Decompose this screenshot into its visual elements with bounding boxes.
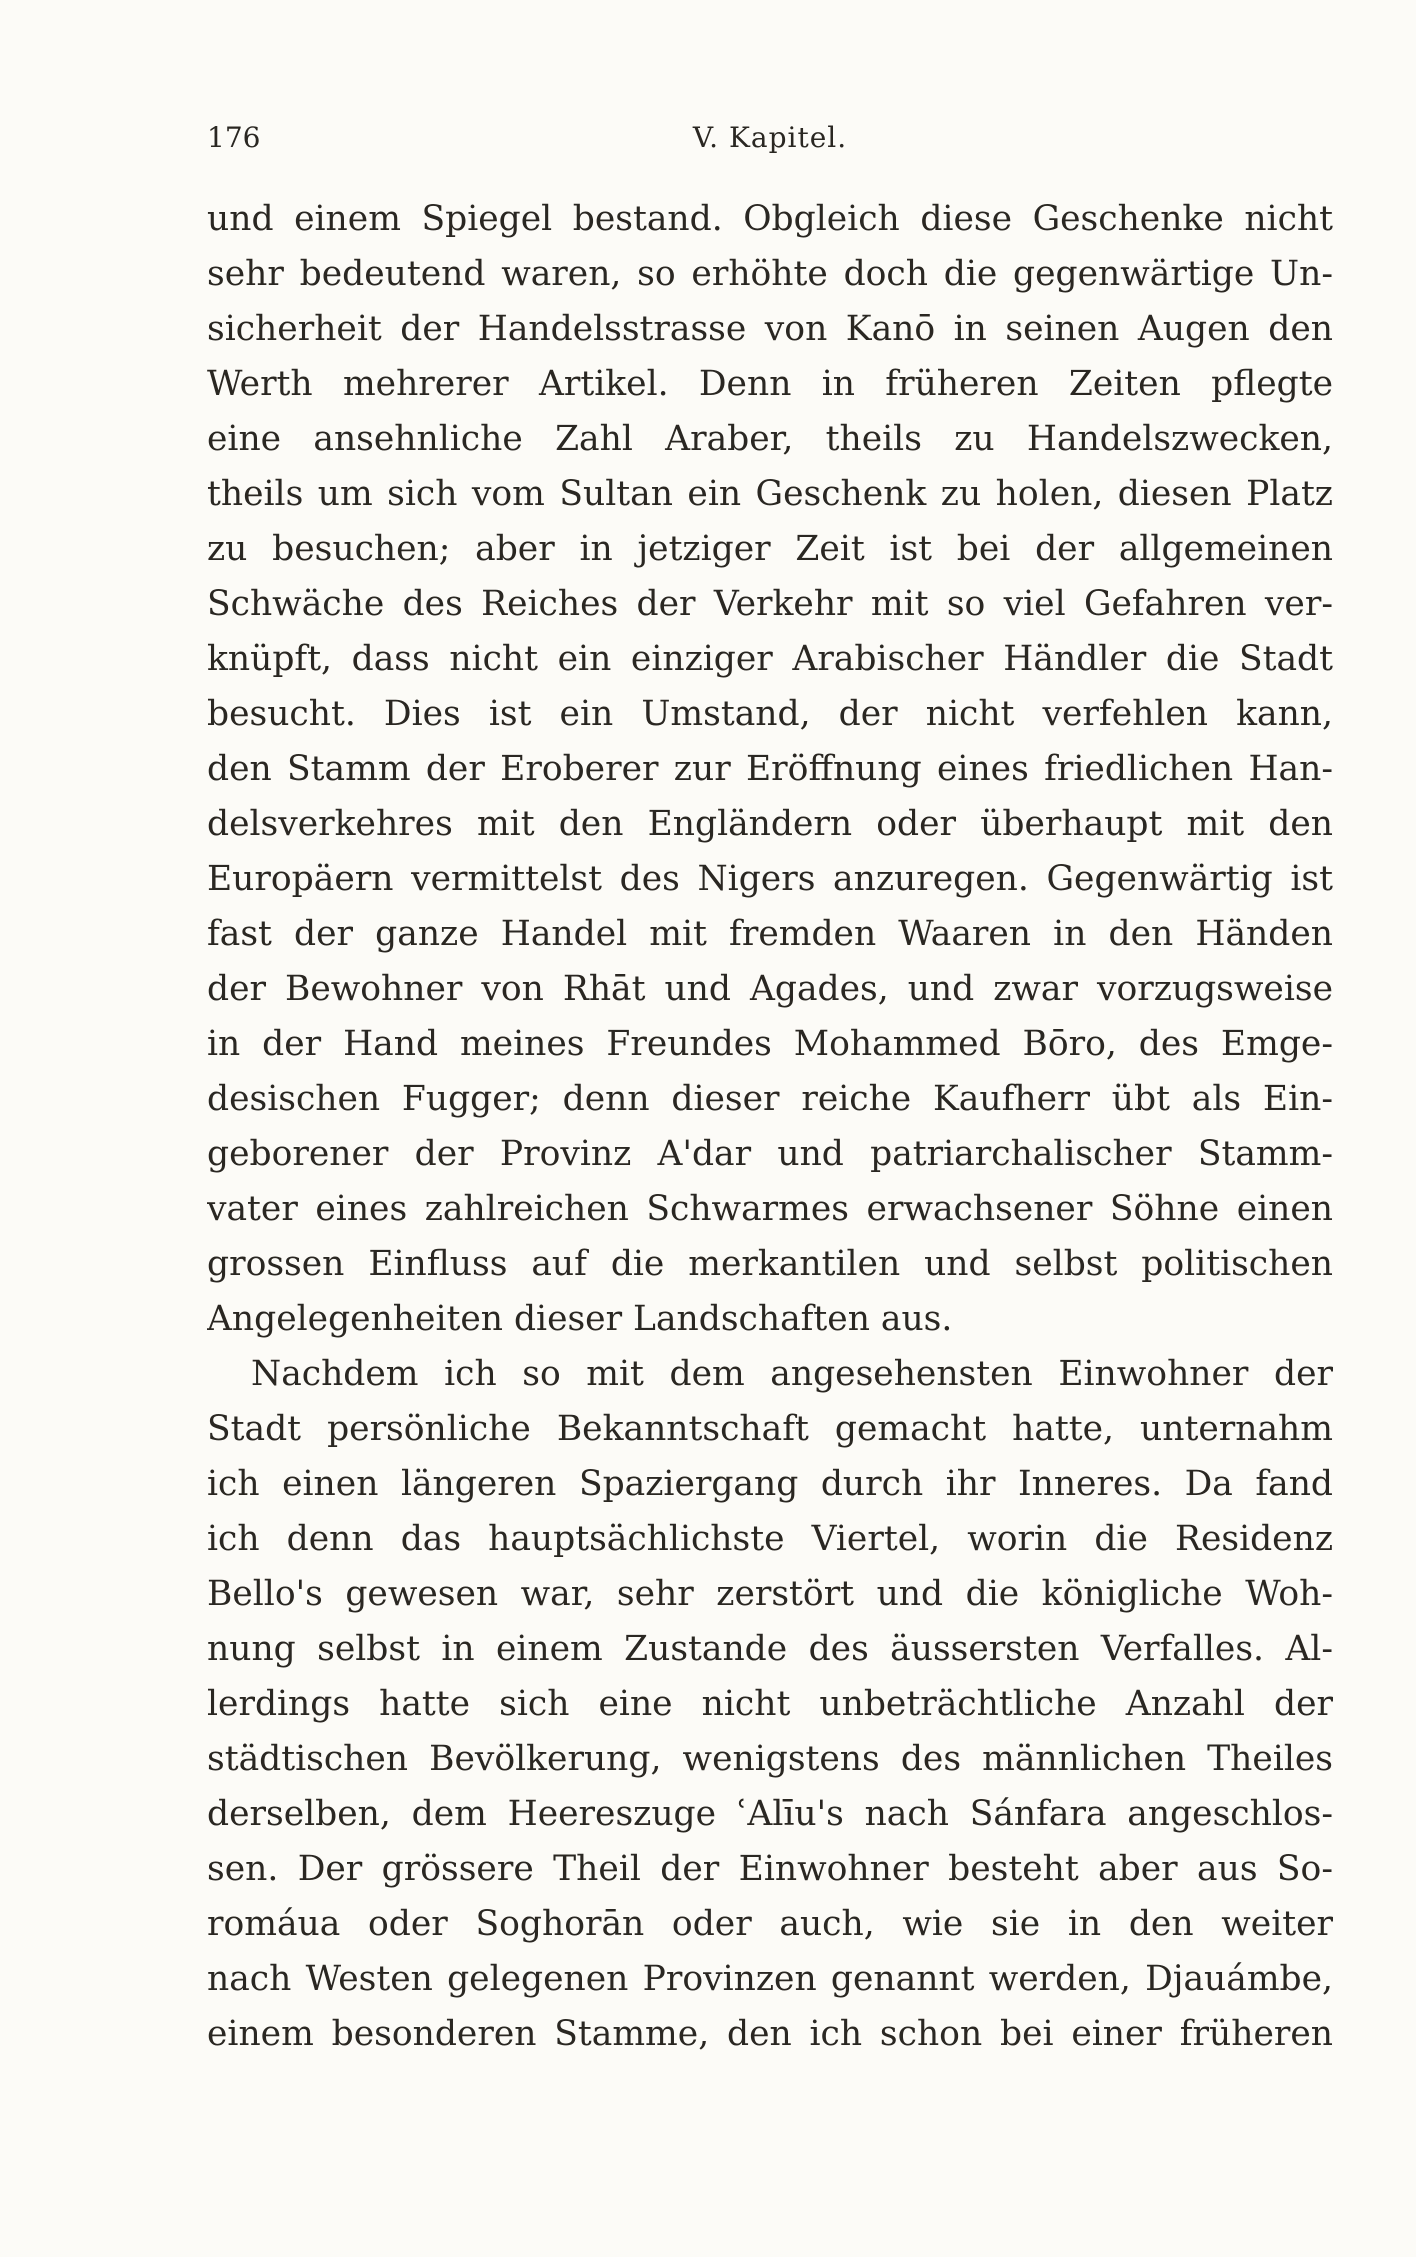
text-line: ich einen längeren Spaziergang durch ihr Inneres. Da fand [207,1464,1333,1504]
text-line: eine ansehnliche Zahl Araber, theils zu Handelszwecken, [207,419,1333,459]
text-line: sicherheit der Handelsstrasse von Kanō in seinen Augen den [207,309,1333,349]
text-line: knüpft, dass nicht ein einziger Arabischer Händler die Stadt [207,639,1333,679]
text-line: derselben, dem Heereszuge ʿAlīu's nach Sánfara angeschlos- [207,1794,1333,1834]
text-line: Schwäche des Reiches der Verkehr mit so viel Gefahren ver- [207,584,1333,624]
text-line: nach Westen gelegenen Provinzen genannt werden, Djauámbe, [207,1959,1333,1999]
text-line: städtischen Bevölkerung, wenigstens des männlichen Theiles [207,1739,1333,1779]
chapter-heading: V. Kapitel. [692,121,848,154]
text-line: theils um sich vom Sultan ein Geschenk zu holen, diesen Platz [207,474,1333,514]
text-line: lerdings hatte sich eine nicht unbeträchtliche Anzahl der [207,1684,1333,1724]
running-head [207,118,1333,158]
text-line: nung selbst in einem Zustande des äussersten Verfalles. Al- [207,1629,1333,1669]
text-line: zu besuchen; aber in jetziger Zeit ist bei der allgemeinen [207,529,1333,569]
text-line: der Bewohner von Rhāt und Agades, und zwar vorzugsweise [207,969,1333,1009]
text-line: in der Hand meines Freundes Mohammed Bōro, des Emge- [207,1024,1333,1064]
text-line: besucht. Dies ist ein Umstand, der nicht verfehlen kann, [207,694,1333,734]
paragraph-last-line: Angelegenheiten dieser Landschaften aus. [207,1299,953,1339]
text-line: vater eines zahlreichen Schwarmes erwachsener Söhne einen [207,1189,1333,1229]
text-line: romáua oder Soghorān oder auch, wie sie in den weiter [207,1904,1333,1944]
text-line: Stadt persönliche Bekanntschaft gemacht hatte, unternahm [207,1409,1333,1449]
text-line: delsverkehres mit den Engländern oder überhaupt mit den [207,804,1333,844]
text-line: fast der ganze Handel mit fremden Waaren in den Händen [207,914,1333,954]
text-line: den Stamm der Eroberer zur Eröffnung eines friedlichen Han- [207,749,1333,789]
text-line: Bello's gewesen war, sehr zerstört und die königliche Woh- [207,1574,1333,1614]
page-number: 176 [207,121,261,154]
paragraph-first-line: Nachdem ich so mit dem angesehensten Einwohner der [251,1354,1333,1394]
body-text [207,192,1333,2062]
text-line: und einem Spiegel bestand. Obgleich diese Geschenke nicht [207,199,1333,239]
text-line: sehr bedeutend waren, so erhöhte doch die gegenwärtige Un- [207,254,1333,294]
text-line: geborener der Provinz A'dar und patriarchalischer Stamm- [207,1134,1333,1174]
text-line: einem besonderen Stamme, den ich schon bei einer früheren [207,2014,1333,2054]
text-line: grossen Einfluss auf die merkantilen und selbst politischen [207,1244,1333,1284]
text-line: ich denn das hauptsächlichste Viertel, worin die Residenz [207,1519,1333,1559]
text-line: Werth mehrerer Artikel. Denn in früheren Zeiten pflegte [207,364,1333,404]
text-line: Europäern vermittelst des Nigers anzuregen. Gegenwärtig ist [207,859,1333,899]
text-line: sen. Der grössere Theil der Einwohner besteht aber aus So- [207,1849,1333,1889]
text-line: desischen Fugger; denn dieser reiche Kaufherr übt als Ein- [207,1079,1333,1119]
